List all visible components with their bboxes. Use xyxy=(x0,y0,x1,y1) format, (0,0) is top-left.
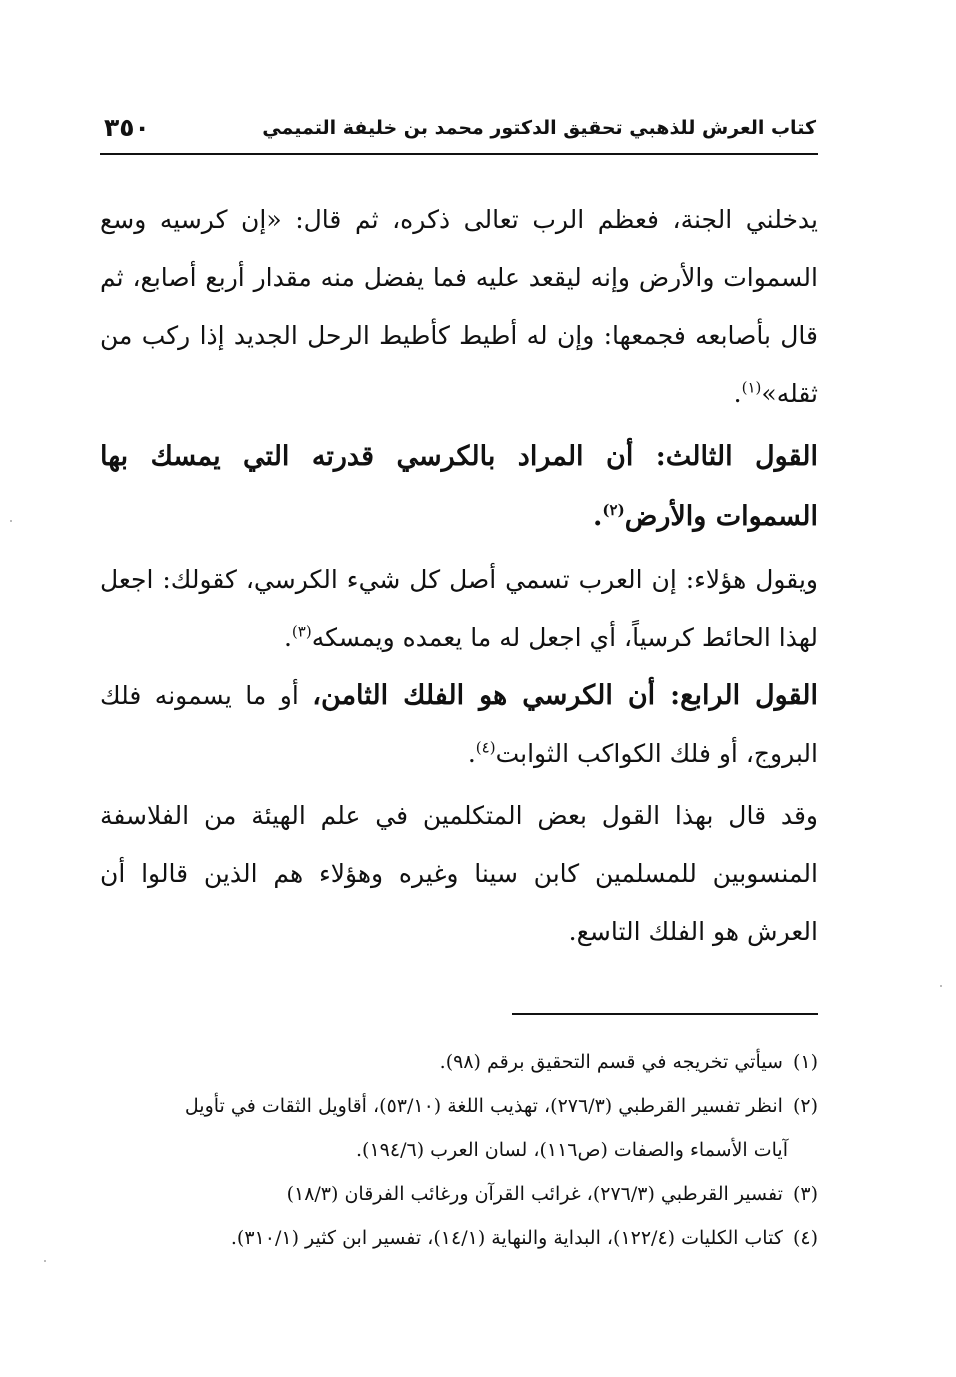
footnote-2-continuation: آيات الأسماء والصفات (ص١١٦)، لسان العرب (١٩٤/٦). xyxy=(356,1139,788,1161)
paragraph-5-text: وقد قال بهذا القول بعض المتكلمين في علم الهيئة من الفلاسفة المنسوبين للمسلمين كابن سينا وغيره وهؤلاء هم الذين قالوا أن العرش هو الفلك التاسع. xyxy=(100,801,818,946)
paragraph-1 xyxy=(100,191,818,423)
footnote-ref-3[interactable]: (٣) xyxy=(291,622,312,641)
paragraph-3-end: . xyxy=(283,623,292,652)
scan-speck xyxy=(940,985,942,987)
page-number: ٣٥٠ xyxy=(104,113,150,142)
footnote-3-number: (٣) xyxy=(792,1183,818,1205)
footnote-4-number: (٤) xyxy=(792,1227,818,1249)
footnote-2-text: انظر تفسير القرطبي (٢٧٦/٣)، تهذيب اللغة (٥٣/١٠)، أقاويل الثقات في تأويل xyxy=(184,1095,783,1117)
footnote-4-text: كتاب الكليات (١٢٢/٤)، البداية والنهاية (١٤/١)، تفسير ابن كثير (٣١٠/١). xyxy=(230,1227,783,1249)
paragraph-1-text: يدخلني الجنة، فعظم الرب تعالى ذكره، ثم قال: «إن كرسيه وسع السموات والأرض وإنه ليقعد عليه فما يفضل منه مقدار أربع أصابع، ثم قال بأصابعه فجمعها: وإن له أطيط كأطيط الرحل الجديد إذا ركب من ثقله» xyxy=(100,205,818,408)
book-page xyxy=(100,95,818,1355)
footnote-ref-4[interactable]: (٤) xyxy=(475,738,496,757)
footnote-2-number: (٢) xyxy=(792,1095,818,1117)
paragraph-2-end: . xyxy=(593,501,603,532)
footnote-3-text: تفسير القرطبي (٢٧٦/٣)، غرائب القرآن ورغائب الفرقان (١٨/٣) xyxy=(286,1183,783,1205)
footnote-separator xyxy=(512,1013,818,1015)
running-header xyxy=(100,113,818,155)
paragraph-4 xyxy=(100,667,818,783)
paragraph-2-text: القول الثالث: أن المراد بالكرسي قدرته التي يمسك بها السموات والأرض xyxy=(100,441,818,532)
footnote-3 xyxy=(100,1172,818,1216)
paragraph-4-bold-text: القول الرابع: أن الكرسي هو الفلك الثامن، xyxy=(312,680,818,711)
footnote-1 xyxy=(100,1040,818,1084)
main-text xyxy=(100,191,818,961)
footnote-ref-1[interactable]: (١) xyxy=(741,378,762,397)
footnote-1-number: (١) xyxy=(792,1051,818,1073)
footnotes xyxy=(100,1040,818,1260)
paragraph-2-heading xyxy=(100,427,818,547)
footnote-4 xyxy=(100,1216,818,1260)
footnote-2 xyxy=(100,1084,818,1128)
header-title: كتاب العرش للذهبي تحقيق الدكتور محمد بن خليفة التميمي xyxy=(262,117,816,139)
paragraph-4-end: . xyxy=(467,739,476,768)
scan-speck xyxy=(10,520,12,522)
scan-speck xyxy=(44,1260,46,1262)
paragraph-3-text: ويقول هؤلاء: إن العرب تسمي أصل كل شيء الكرسي، كقولك: اجعل لهذا الحائط كرسياً، أي اجعل له ما يعمده ويمسكه xyxy=(100,565,818,652)
paragraph-5 xyxy=(100,787,818,961)
footnote-1-text: سيأتي تخريجه في قسم التحقيق برقم (٩٨). xyxy=(439,1051,783,1073)
paragraph-1-end: . xyxy=(733,379,742,408)
paragraph-4-text: أو ما يسمونه فلك البروج، أو فلك الكواكب الثوابت xyxy=(100,681,818,768)
footnote-ref-2[interactable]: (٢) xyxy=(602,501,625,519)
paragraph-3 xyxy=(100,551,818,667)
